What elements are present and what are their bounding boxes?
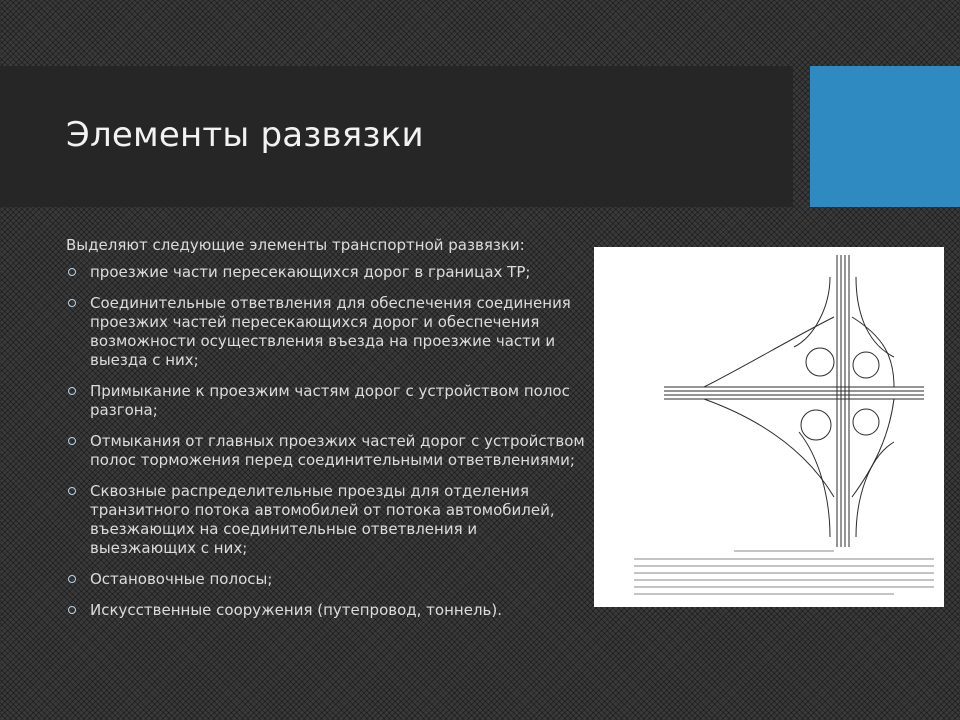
slide-body	[66, 236, 586, 632]
list-item	[66, 482, 586, 558]
connector-ramp	[856, 277, 894, 357]
list-item	[66, 294, 586, 370]
list-item-text: Соединительные ответвления для обеспечения соединения проезжих частей пересекающихся дорог и обеспечения возможности осуществления въезда на проезжие части и выезда с них;	[90, 294, 571, 369]
list-item	[66, 382, 586, 420]
connector-ramp	[852, 399, 894, 497]
list-item-text: Искусственные сооружения (путепровод, тоннель).	[90, 601, 502, 619]
list-item	[66, 570, 586, 589]
loop-ramp	[806, 348, 834, 376]
bullet-circle-icon	[68, 437, 76, 445]
accent-block	[810, 66, 960, 207]
list-item-text: проезжие части пересекающихся дорог в границах ТР;	[90, 263, 531, 281]
bullet-circle-icon	[68, 387, 76, 395]
list-item-text: Остановочные полосы;	[90, 570, 273, 588]
loop-ramp	[853, 409, 879, 435]
connector-ramp	[794, 277, 830, 347]
bullet-circle-icon	[68, 487, 76, 495]
list-item-text: Примыкание к проезжим частям дорог с устройством полос разгона;	[90, 382, 570, 419]
bullet-circle-icon	[68, 575, 76, 583]
slide-title: Элементы развязки	[66, 115, 424, 155]
list-item-text: Отмыкания от главных проезжих частей дорог с устройством полос торможения перед соединительными ответвлениями;	[90, 432, 585, 469]
interchange-figure	[594, 247, 944, 607]
loop-ramp	[801, 410, 831, 440]
list-item	[66, 432, 586, 470]
list-item-text: Сквозные распределительные проезды для отделения транзитного потока автомобилей от потока автомобилей, въезжающих на соединительные ответвления и выезжающих с них;	[90, 482, 555, 557]
bullet-circle-icon	[68, 299, 76, 307]
list-item	[66, 263, 586, 282]
intro-text: Выделяют следующие элементы транспортной развязки:	[66, 236, 525, 254]
interchange-diagram	[594, 247, 944, 607]
connector-ramp	[856, 442, 894, 537]
loop-ramp	[853, 352, 879, 378]
connector-ramp	[704, 399, 834, 497]
bullet-circle-icon	[68, 268, 76, 276]
list-item	[66, 601, 586, 620]
bullet-circle-icon	[68, 606, 76, 614]
element-list	[66, 263, 586, 620]
